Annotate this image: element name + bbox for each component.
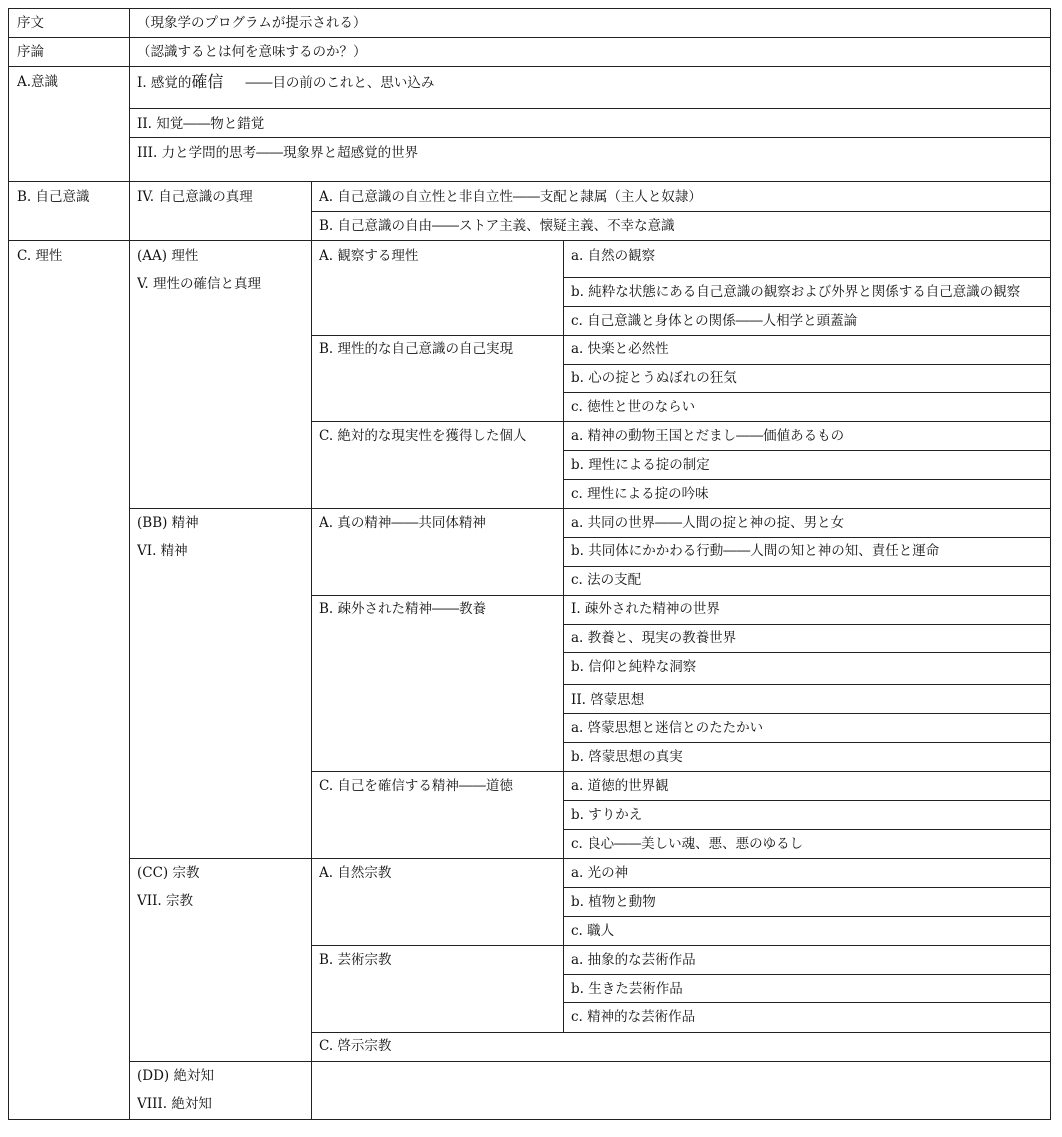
list-item: a. 快楽と必然性 — [571, 341, 669, 357]
grid-line — [1050, 8, 1051, 1120]
grid-line — [8, 8, 9, 1120]
grid-line — [563, 742, 1051, 743]
label-ishiki: A.意識 — [17, 74, 59, 90]
grid-line — [8, 8, 1051, 9]
bb-a-title: A. 真の精神――共同体精神 — [319, 515, 486, 531]
list-item: c. 良心――美しい魂、悪、悪のゆるし — [571, 836, 804, 852]
list-item: b. 純粋な状態にある自己意識の観察および外界と関係する自己意識の観察 — [571, 284, 1021, 300]
grid-line — [563, 240, 564, 1033]
grid-line — [311, 421, 1051, 422]
list-item: c. 法の支配 — [571, 572, 642, 588]
grid-line — [563, 479, 1051, 480]
grid-line — [563, 566, 1051, 567]
list-item: I. 疎外された精神の世界 — [571, 601, 720, 617]
grid-line — [8, 181, 1051, 182]
cc-heading: (CC) 宗教 — [137, 865, 200, 881]
aa-subheading: V. 理性の確信と真理 — [137, 276, 261, 292]
cc-subheading: VII. 宗教 — [137, 893, 193, 909]
list-item: c. 自己意識と身体との関係――人相学と頭蓋論 — [571, 313, 858, 329]
list-item: a. 共同の世界――人間の掟と神の掟、男と女 — [571, 515, 845, 531]
grid-line — [563, 684, 1051, 685]
grid-line — [129, 137, 1051, 138]
jiko-iv: IV. 自己意識の真理 — [137, 189, 253, 205]
list-item: b. 生きた芸術作品 — [571, 981, 683, 997]
aa-b-title: B. 理性的な自己意識の自己実現 — [319, 341, 514, 357]
list-item: a. 教養と、現実の教養世界 — [571, 630, 737, 646]
grid-line — [563, 364, 1051, 365]
ishiki-i-prefix: I. 感覚的 — [137, 75, 192, 91]
grid-line — [311, 1032, 1051, 1033]
aa-a-title: A. 観察する理性 — [319, 248, 419, 264]
grid-line — [8, 37, 1051, 38]
grid-line — [563, 537, 1051, 538]
list-item: II. 啓蒙思想 — [571, 692, 645, 708]
list-item: c. 精神的な芸術作品 — [571, 1009, 696, 1025]
grid-line — [8, 240, 1051, 241]
grid-line — [8, 1119, 1051, 1120]
grid-line — [129, 8, 130, 1120]
dd-heading: (DD) 絶対知 — [137, 1068, 214, 1084]
grid-line — [311, 595, 1051, 596]
grid-line — [563, 916, 1051, 917]
grid-line — [563, 829, 1051, 830]
cc-b-title: B. 芸術宗教 — [319, 952, 392, 968]
list-item: b. 植物と動物 — [571, 894, 656, 910]
list-item: b. すりかえ — [571, 807, 643, 823]
bb-subheading: VI. 精神 — [137, 543, 188, 559]
bb-c-title: C. 自己を確信する精神――道徳 — [319, 778, 513, 794]
list-item: b. 信仰と純粋な洞察 — [571, 659, 697, 675]
grid-line — [311, 211, 1051, 212]
grid-line — [563, 713, 1051, 714]
ishiki-i-rest: ――目の前のこれと、思い込み — [245, 75, 435, 91]
cc-a-title: A. 自然宗教 — [319, 865, 392, 881]
grid-line — [563, 306, 1051, 307]
list-item: a. 啓蒙思想と迷信とのたたかい — [571, 720, 764, 736]
list-item: c. 職人 — [571, 923, 615, 939]
label-jobun: 序文 — [17, 15, 44, 31]
aa-c-title: C. 絶対的な現実性を獲得した個人 — [319, 428, 527, 444]
bb-heading: (BB) 精神 — [137, 515, 199, 531]
grid-line — [311, 335, 1051, 336]
label-risei: C. 理性 — [17, 248, 63, 264]
jiko-a: A. 自己意識の自立性と非自立性――支配と隷属（主人と奴隷） — [319, 189, 702, 205]
grid-line — [563, 974, 1051, 975]
list-item: a. 抽象的な芸術作品 — [571, 952, 696, 968]
grid-line — [129, 1061, 1051, 1062]
list-item: b. 啓蒙思想の真実 — [571, 749, 683, 765]
bb-b-title: B. 疎外された精神――教養 — [319, 601, 487, 617]
grid-line — [8, 66, 1051, 67]
grid-line — [311, 771, 1051, 772]
dd-subheading: VIII. 絶対知 — [137, 1096, 212, 1112]
ishiki-i-big: 確信 — [191, 73, 224, 91]
grid-line — [129, 108, 1051, 109]
grid-line — [311, 240, 312, 1120]
list-item: b. 心の掟とうぬぼれの狂気 — [571, 370, 737, 386]
cc-c-title: C. 啓示宗教 — [319, 1038, 392, 1054]
grid-line — [563, 624, 1051, 625]
list-item: a. 精神の動物王国とだまし――価値あるもの — [571, 428, 845, 444]
list-item: a. 道徳的世界観 — [571, 778, 669, 794]
list-item: b. 理性による掟の制定 — [571, 457, 710, 473]
grid-line — [563, 800, 1051, 801]
grid-line — [563, 392, 1051, 393]
ishiki-i — [137, 73, 434, 92]
list-item: b. 共同体にかかわる行動――人間の知と神の知、責任と運命 — [571, 543, 940, 559]
ishiki-iii: III. 力と学問的思考――現象界と超感覚的世界 — [137, 145, 419, 161]
grid-line — [563, 1002, 1051, 1003]
ishiki-ii: II. 知覚――物と錯覚 — [137, 116, 265, 132]
joron-content: （認識するとは何を意味するのか？） — [137, 44, 367, 60]
grid-line — [563, 887, 1051, 888]
jobun-content: （現象学のプログラムが提示される） — [137, 15, 367, 31]
list-item: a. 光の神 — [571, 865, 629, 881]
label-jiko-ishiki: B. 自己意識 — [17, 189, 90, 205]
grid-line — [563, 450, 1051, 451]
grid-line — [311, 945, 1051, 946]
label-joron: 序論 — [17, 44, 44, 60]
grid-line — [129, 858, 1051, 859]
grid-line — [129, 508, 1051, 509]
list-item: c. 理性による掟の吟味 — [571, 486, 709, 502]
jiko-b: B. 自己意識の自由――ストア主義、懐疑主義、不幸な意識 — [319, 218, 675, 234]
grid-line — [563, 652, 1051, 653]
list-item: c. 徳性と世のならい — [571, 399, 696, 415]
grid-line — [563, 277, 1051, 278]
list-item: a. 自然の観察 — [571, 248, 656, 264]
aa-heading: (AA) 理性 — [137, 248, 199, 264]
